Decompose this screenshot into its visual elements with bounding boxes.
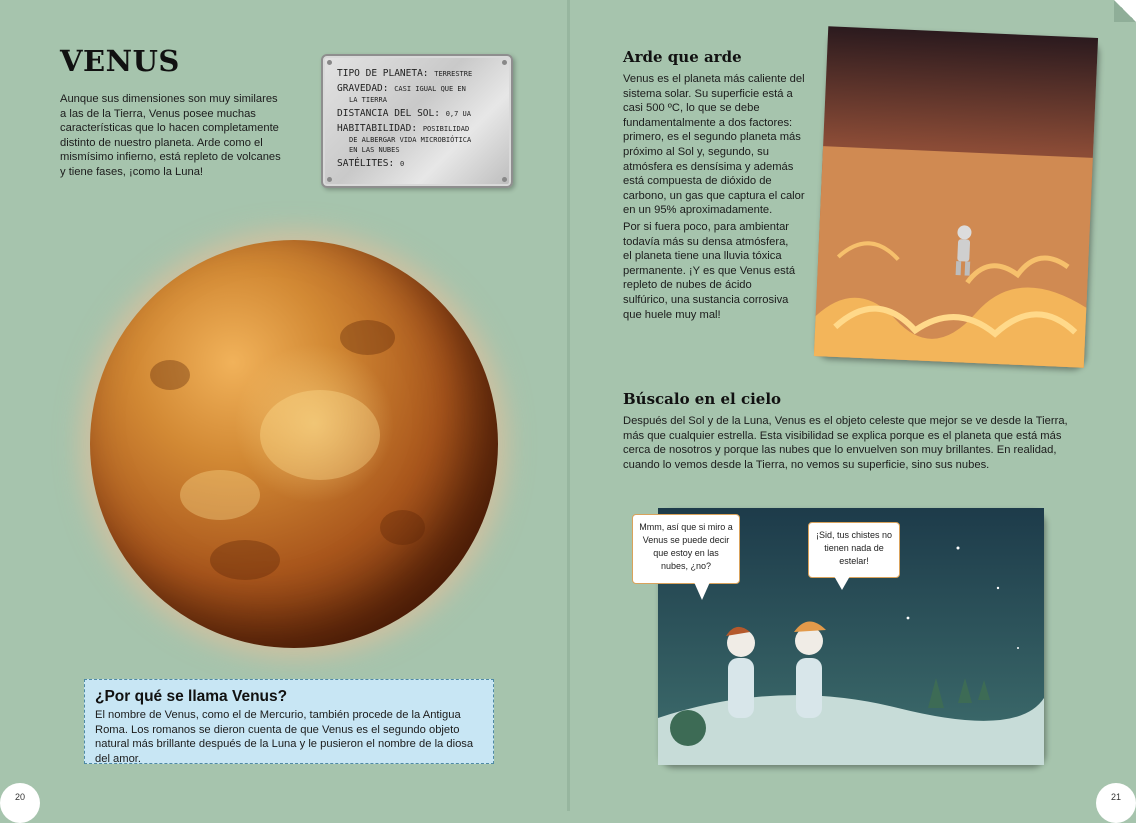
speech-bubble-right-text: ¡Sid, tus chistes no tienen nada de estelar! <box>815 530 893 566</box>
fact-habitability <box>337 123 501 155</box>
surface-feature <box>340 320 395 355</box>
fact-value: DE ALBERGAR VIDA MICROBIÓTICA <box>349 136 472 144</box>
speech-bubble-tail <box>834 576 850 590</box>
fact-label: SATÉLITES: <box>337 158 395 169</box>
fact-value: LA TIERRA <box>349 96 387 104</box>
speech-bubble-right <box>808 522 900 578</box>
name-origin-text: El nombre de Venus, como el de Mercurio, también procede de la Antigua Roma. Los romanos se dieron cuenta de que Venus es el segundo objeto natural más brillante después de la Luna y le pusieron el nombre de la diosa del amor. <box>95 709 474 765</box>
fact-label: GRAVEDAD: <box>337 83 389 94</box>
fact-value: CASI IGUAL QUE EN <box>394 85 466 93</box>
fact-distance <box>337 108 501 120</box>
page-number-left: 20 <box>0 783 40 823</box>
fact-value: POSIBILIDAD <box>422 125 470 133</box>
bolt-icon <box>327 177 332 182</box>
hot-paragraph-2: Por si fuera poco, para ambientar todavía más su densa atmósfera, el planeta tiene una lluvia tóxica permanente. ¡Y es que Venus está repleto de nubes de ácido sulfúrico, una sustancia corrosiva que huele muy mal! <box>623 221 796 321</box>
sky-paragraph: Después del Sol y de la Luna, Venus es el objeto celeste que mejor se ve desde la Tierra, más que cualquier estrella. Esta visibilidad se explica porque es el planeta que está más cerca de nosotros y porque las nubes que lo envuelven son muy brillantes. En realidad, cuando lo vemos desde la Tierra, no vemos su superficie, sino sus nubes. <box>623 415 1068 471</box>
page-gutter <box>567 0 570 811</box>
hot-paragraph-1: Venus es el planeta más caliente del sistema solar. Su superficie está a casi 500 ºC, lo que se debe fundamentalmente a dos factores: primero, es el segundo planeta más próximo al Sol y, segundo, su atmósfera es densísima y además está compuesta de dióxido de carbono, un gas que captura el calor en un 95% aproximadamente. <box>623 73 805 217</box>
page-number-right: 21 <box>1096 783 1136 823</box>
bolt-icon <box>502 60 507 65</box>
bolt-icon <box>327 60 332 65</box>
venus-planet-illustration <box>90 240 498 648</box>
fact-value: EN LAS NUBES <box>349 146 400 154</box>
heading-hot: Arde que arde <box>623 48 742 66</box>
intro-text: Aunque sus dimensiones son muy similares a las de la Tierra, Venus posee muchas características que lo hacen completamente distinto de nuestro planeta. Arde como el mismísimo infierno, está repleto de volcanes y tiene fases, ¡como la Luna! <box>60 93 281 178</box>
speech-bubble-tail <box>694 582 710 600</box>
fact-satellites <box>337 158 501 170</box>
page-title: VENUS <box>60 44 180 78</box>
page-corner-curl <box>1114 0 1136 22</box>
fact-gravity <box>337 83 501 105</box>
fact-label: DISTANCIA DEL SOL: <box>337 108 440 119</box>
fact-label: TIPO DE PLANETA: <box>337 68 429 79</box>
speech-bubble-left <box>632 514 740 584</box>
fact-planet-type <box>337 68 501 80</box>
fact-value: TERRESTRE <box>434 70 473 78</box>
fact-value: 0 <box>399 160 405 168</box>
fact-label: HABITABILIDAD: <box>337 123 418 134</box>
name-origin-box <box>84 679 494 764</box>
planet-fact-box <box>321 54 513 188</box>
name-origin-heading: ¿Por qué se llama Venus? <box>95 688 288 705</box>
surface-feature <box>150 360 190 390</box>
fact-value: 0,7 UA <box>445 110 471 118</box>
bolt-icon <box>502 177 507 182</box>
surface-feature <box>380 510 425 545</box>
surface-feature <box>210 540 280 580</box>
cloud-swirl <box>180 470 260 520</box>
venus-surface-illustration <box>814 26 1098 367</box>
cloud-swirl <box>260 390 380 480</box>
heading-sky: Búscalo en el cielo <box>623 390 782 408</box>
speech-bubble-left-text: Mmm, así que si miro a Venus se puede decir que estoy en las nubes, ¿no? <box>639 522 733 571</box>
night-sky-comic <box>639 508 1044 765</box>
venus-surface-art <box>814 26 1098 367</box>
